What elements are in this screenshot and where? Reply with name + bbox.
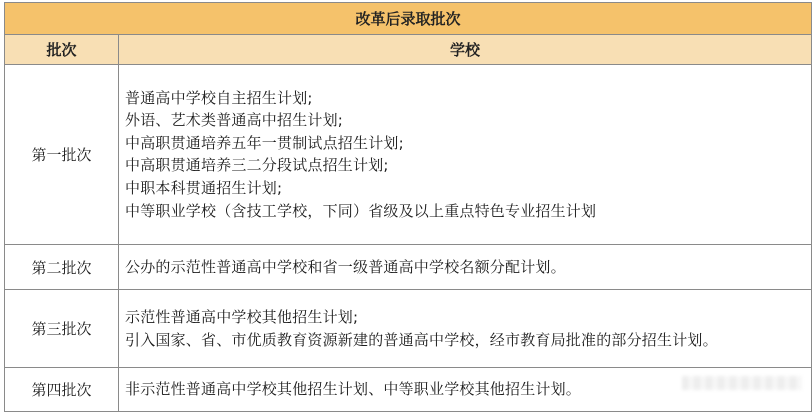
school-line: 中职本科贯通招生计划; xyxy=(125,178,283,197)
table-header-row xyxy=(5,35,812,64)
header-batch: 批次 xyxy=(5,35,119,64)
batch-cell: 第一批次 xyxy=(5,64,119,244)
table-row xyxy=(5,64,812,244)
table-title-row xyxy=(5,3,812,35)
batch-cell: 第三批次 xyxy=(5,290,119,368)
blurred-watermark xyxy=(682,376,802,390)
school-line: 引入国家、省、市优质教育资源新建的普通高中学校，经市教育局批准的部分招生计划。 xyxy=(125,330,718,349)
header-school: 学校 xyxy=(119,35,812,64)
school-line: 中高职贯通培养三二分段试点招生计划; xyxy=(125,156,389,175)
school-line: 中等职业学校（含技工学校，下同）省级及以上重点特色专业招生计划 xyxy=(125,201,597,220)
school-line: 外语、艺术类普通高中招生计划; xyxy=(125,111,344,130)
school-cell xyxy=(119,244,812,290)
school-line: 中高职贯通培养五年一贯制试点招生计划; xyxy=(125,133,404,152)
school-line: 非示范性普通高中学校其他招生计划、中等职业学校其他招生计划。 xyxy=(125,380,582,399)
batch-cell: 第四批次 xyxy=(5,368,119,412)
school-cell xyxy=(119,290,812,368)
school-line: 公办的示范性普通高中学校和省一级普通高中学校名额分配计划。 xyxy=(125,257,566,276)
admission-batch-table xyxy=(4,2,812,412)
table-row xyxy=(5,290,812,368)
batch-cell: 第二批次 xyxy=(5,244,119,290)
school-line: 普通高中学校自主招生计划; xyxy=(125,88,313,107)
table-title: 改革后录取批次 xyxy=(5,3,812,35)
school-cell xyxy=(119,64,812,244)
school-line: 示范性普通高中学校其他招生计划; xyxy=(125,308,359,327)
table-row xyxy=(5,244,812,290)
